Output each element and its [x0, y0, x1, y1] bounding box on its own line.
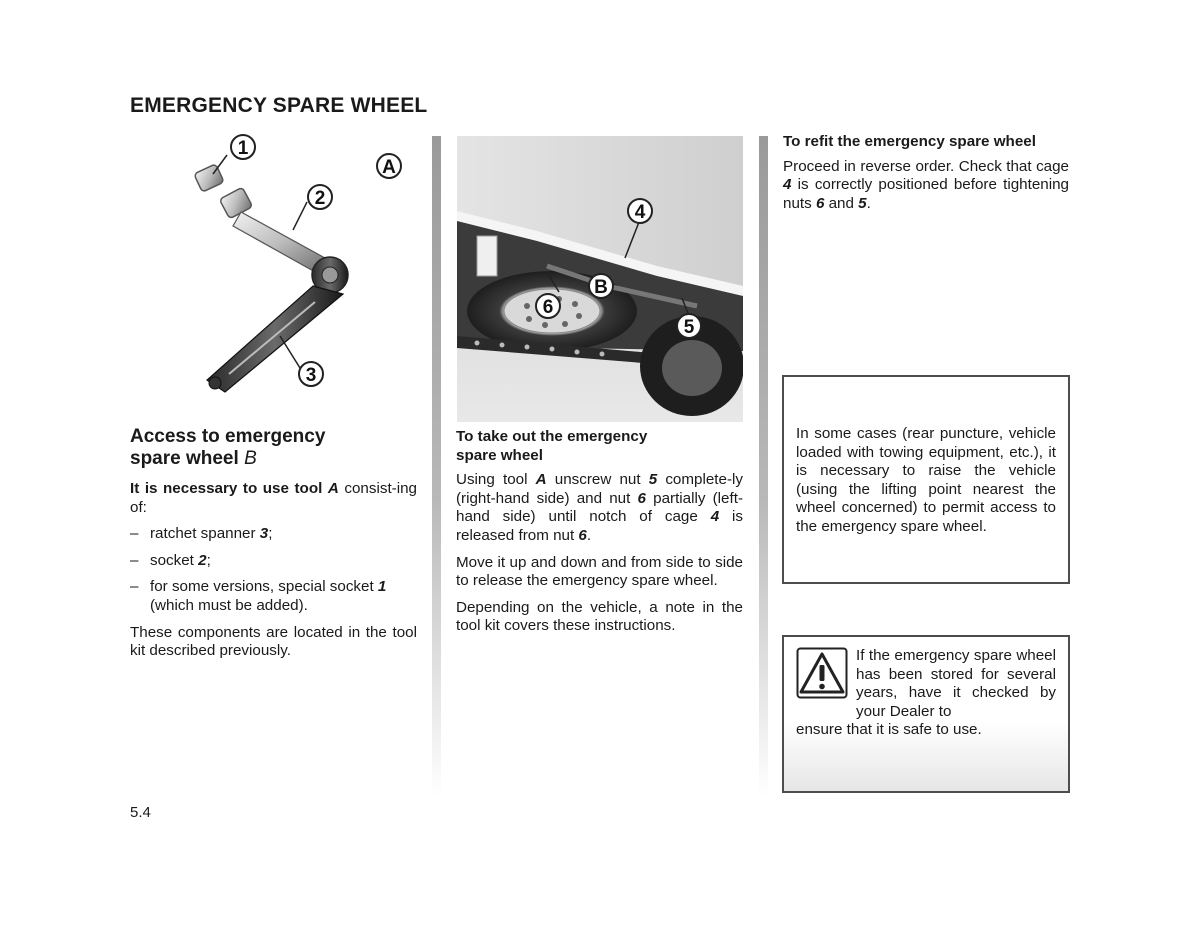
- callout-3: [299, 362, 323, 386]
- svg-text:A: A: [382, 157, 396, 178]
- photo-callouts: [457, 136, 743, 422]
- svg-text:3: 3: [305, 365, 317, 386]
- svg-text:1: 1: [237, 138, 249, 159]
- warning-box: [782, 635, 1070, 793]
- note-text: In some cases (rear puncture, vehicle loaded with towing equipment, etc.), it is necessary to raise the vehicle (using the lifting point nearest the wheel concerned) to permit access to the emergency spare wheel.: [796, 425, 1056, 535]
- list-item: – socket 2;: [130, 551, 211, 569]
- take-out-step-1: Using tool A unscrew nut 5 complete-ly (right-hand side) and nut 6 partially (left-hand side) until notch of cage 4 is released from nut 6.: [456, 471, 744, 544]
- access-heading: Access to emergency spare wheel B: [130, 426, 326, 469]
- take-out-heading: To take out the emergency spare wheel: [456, 428, 648, 464]
- refit-text: Proceed in reverse order. Check that cage 4 is correctly positioned before tightening nuts 6 and 5.: [783, 157, 1069, 212]
- page-title: EMERGENCY SPARE WHEEL: [130, 94, 428, 117]
- callout-a: [377, 154, 401, 178]
- tool-callouts: [224, 130, 424, 390]
- svg-text:4: 4: [634, 202, 646, 223]
- access-section: [130, 426, 417, 669]
- take-out-step-2: Move it up and down and from side to side to release the emergency spare wheel.: [456, 553, 743, 590]
- svg-text:2: 2: [314, 188, 326, 209]
- note-box: [782, 375, 1070, 584]
- refit-heading: To refit the emergency spare wheel: [783, 133, 1036, 150]
- access-intro: It is necessary to use tool A consist-ing of:: [130, 480, 417, 516]
- refit-section: [783, 133, 1069, 221]
- page-number: 5.4: [130, 804, 151, 821]
- column-divider-left: [432, 136, 441, 796]
- column-divider-right: [759, 136, 768, 796]
- svg-text:5: 5: [683, 317, 695, 338]
- svg-text:6: 6: [542, 297, 554, 318]
- callout-b: [589, 274, 613, 298]
- callout-4: [628, 199, 652, 223]
- callout-6: [536, 294, 560, 318]
- warning-triangle-icon: [796, 647, 848, 699]
- access-outro: These components are located in the tool kit described previously.: [130, 623, 417, 660]
- list-item: – for some versions, special socket 1 (which must be added).: [130, 578, 387, 614]
- callout-1: [231, 135, 255, 159]
- warning-text: If the emergency spare wheel has been stored for several years, have it checked by your Dealer to ensure that it is safe to use.: [796, 647, 1056, 739]
- list-item: – ratchet spanner 3;: [130, 525, 273, 543]
- svg-text:B: B: [594, 277, 608, 298]
- callout-2: [308, 185, 332, 209]
- take-out-section: [456, 428, 743, 644]
- socket-1-drawing: [194, 164, 224, 192]
- callout-5: [677, 314, 701, 338]
- take-out-step-3: Depending on the vehicle, a note in the tool kit covers these instructions.: [456, 598, 743, 635]
